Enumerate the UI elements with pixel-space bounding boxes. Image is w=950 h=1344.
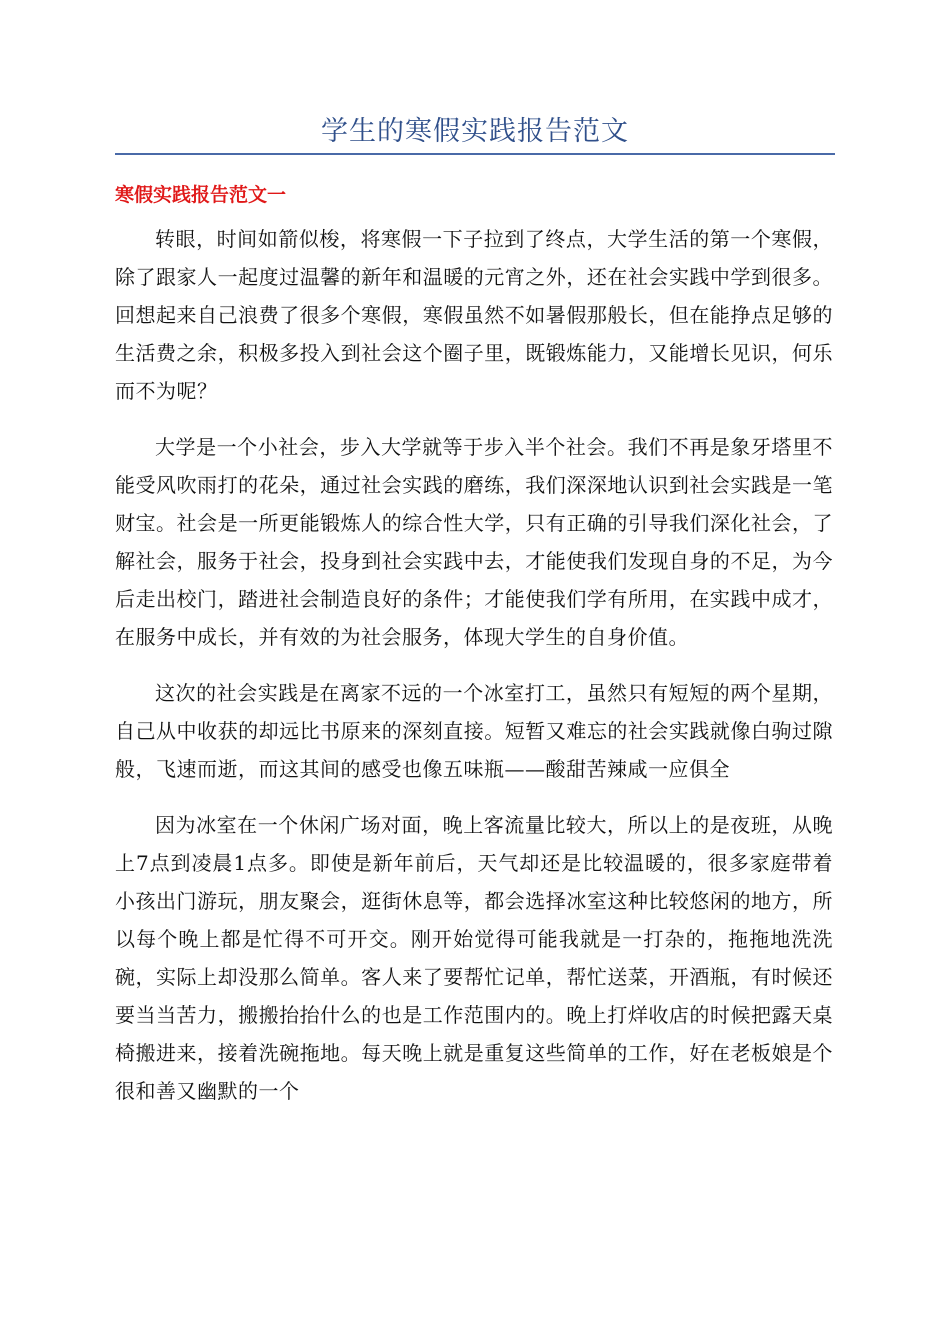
title-underline <box>115 153 835 155</box>
paragraph-4: 因为冰室在一个休闲广场对面，晚上客流量比较大，所以上的是夜班，从晚上7点到凌晨1点多。即使是新年前后，天气却还是比较温暖的，很多家庭带着小孩出门游玩，朋友聚会，逛街休息等，都会选择冰室这种比较悠闲的地方，所以每个晚上都是忙得不可开交。刚开始觉得可能我就是一打杂的，拖拖地洗洗碗，实际上却没那么简单。客人来了要帮忙记单，帮忙送菜，开酒瓶，有时候还要当当苦力，搬搬抬抬什么的也是工作范围内的。晚上打烊收店的时候把露天桌椅搬进来，接着洗碗拖地。每天晚上就是重复这些简单的工作，好在老板娘是个很和善又幽默的一个 <box>115 813 833 1103</box>
body-text <box>115 220 833 1128</box>
paragraph-1: 转眼，时间如箭似梭，将寒假一下子拉到了终点，大学生活的第一个寒假，除了跟家人一起度过温馨的新年和温暖的元宵之外，还在社会实践中学到很多。回想起来自己浪费了很多个寒假，寒假虽然不如暑假那般长，但在能挣点足够的生活费之余，积极多投入到社会这个圈子里，既锻炼能力，又能增长见识，何乐而不为呢？ <box>115 227 833 403</box>
page-title: 学生的寒假实践报告范文 <box>321 116 629 147</box>
section-heading: 寒假实践报告范文一 <box>115 184 287 206</box>
paragraph-3: 这次的社会实践是在离家不远的一个冰室打工，虽然只有短短的两个星期，自己从中收获的却远比书原来的深刻直接。短暂又难忘的社会实践就像白驹过隙般，飞速而逝，而这其间的感受也像五味瓶——酸甜苦辣咸一应俱全 <box>115 681 833 781</box>
paragraph-2: 大学是一个小社会，步入大学就等于步入半个社会。我们不再是象牙塔里不能受风吹雨打的花朵，通过社会实践的磨练，我们深深地认识到社会实践是一笔财宝。社会是一所更能锻炼人的综合性大学，只有正确的引导我们深化社会，了解社会，服务于社会，投身到社会实践中去，才能使我们发现自身的不足，为今后走出校门，踏进社会制造良好的条件；才能使我们学有所用，在实践中成才，在服务中成长，并有效的为社会服务，体现大学生的自身价值。 <box>115 435 833 649</box>
